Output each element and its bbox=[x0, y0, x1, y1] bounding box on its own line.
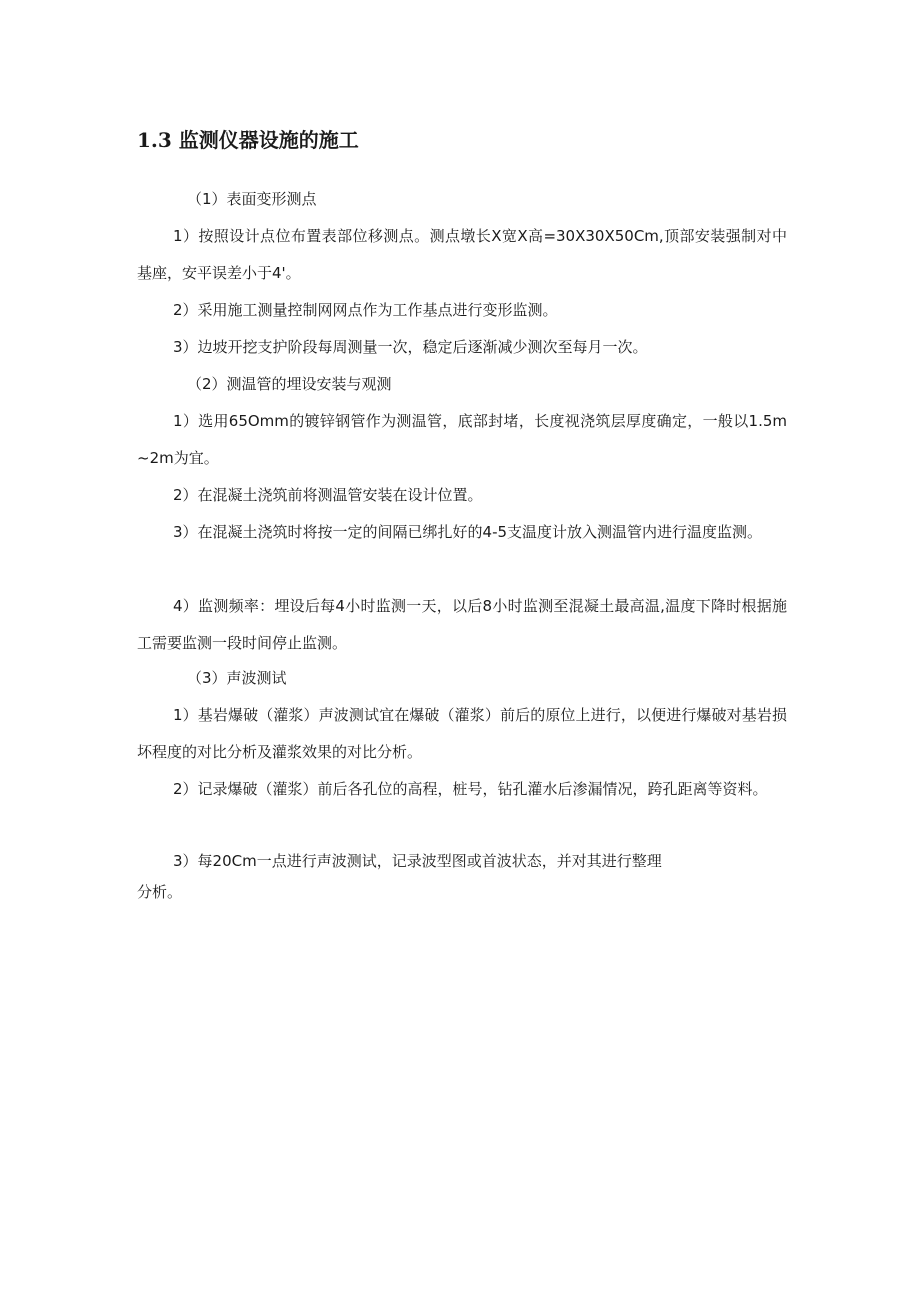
paragraph: 3）边坡开挖支护阶段每周测量一次，稳定后逐渐减少测次至每月一次。 bbox=[173, 338, 648, 356]
paragraph: 1）选用65Omm的镀锌钢管作为测温管，底部封堵，长度视浇筑层厚度确定，一般以1.5m~2m为宜。 bbox=[137, 412, 787, 467]
subsection-heading-acoustic-test: （3）声波测试 bbox=[187, 669, 287, 687]
subsection-heading-surface-deformation: （1）表面变形测点 bbox=[187, 190, 317, 208]
paragraph: 1）按照设计点位布置表部位移测点。测点墩长X宽X高=30X30X50Cm,顶部安装强制对中基座，安平误差小于4'。 bbox=[137, 227, 787, 282]
subsection-heading-temperature-tube: （2）测温管的埋设安装与观测 bbox=[187, 375, 392, 393]
paragraph-continuation: 分析。 bbox=[137, 883, 183, 901]
section-title: 1.3 监测仪器设施的施工 bbox=[137, 128, 359, 152]
paragraph: 4）监测频率：埋设后每4小时监测一天，以后8小时监测至混凝土最高温,温度下降时根据施工需要监测一段时间停止监测。 bbox=[137, 597, 787, 652]
paragraph: 2）采用施工测量控制网网点作为工作基点进行变形监测。 bbox=[173, 301, 558, 319]
paragraph: 3）每20Cm一点进行声波测试，记录波型图或首波状态，并对其进行整理 bbox=[173, 852, 662, 870]
paragraph: 2）在混凝土浇筑前将测温管安装在设计位置。 bbox=[173, 486, 483, 504]
paragraph: 3）在混凝土浇筑时将按一定的间隔已绑扎好的4-5支温度计放入测温管内进行温度监测。 bbox=[173, 523, 763, 541]
paragraph: 2）记录爆破（灌浆）前后各孔位的高程，桩号，钻孔灌水后渗漏情况，跨孔距离等资料。 bbox=[173, 780, 768, 798]
paragraph: 1）基岩爆破（灌浆）声波测试宜在爆破（灌浆）前后的原位上进行，以便进行爆破对基岩损坏程度的对比分析及灌浆效果的对比分析。 bbox=[137, 706, 787, 761]
